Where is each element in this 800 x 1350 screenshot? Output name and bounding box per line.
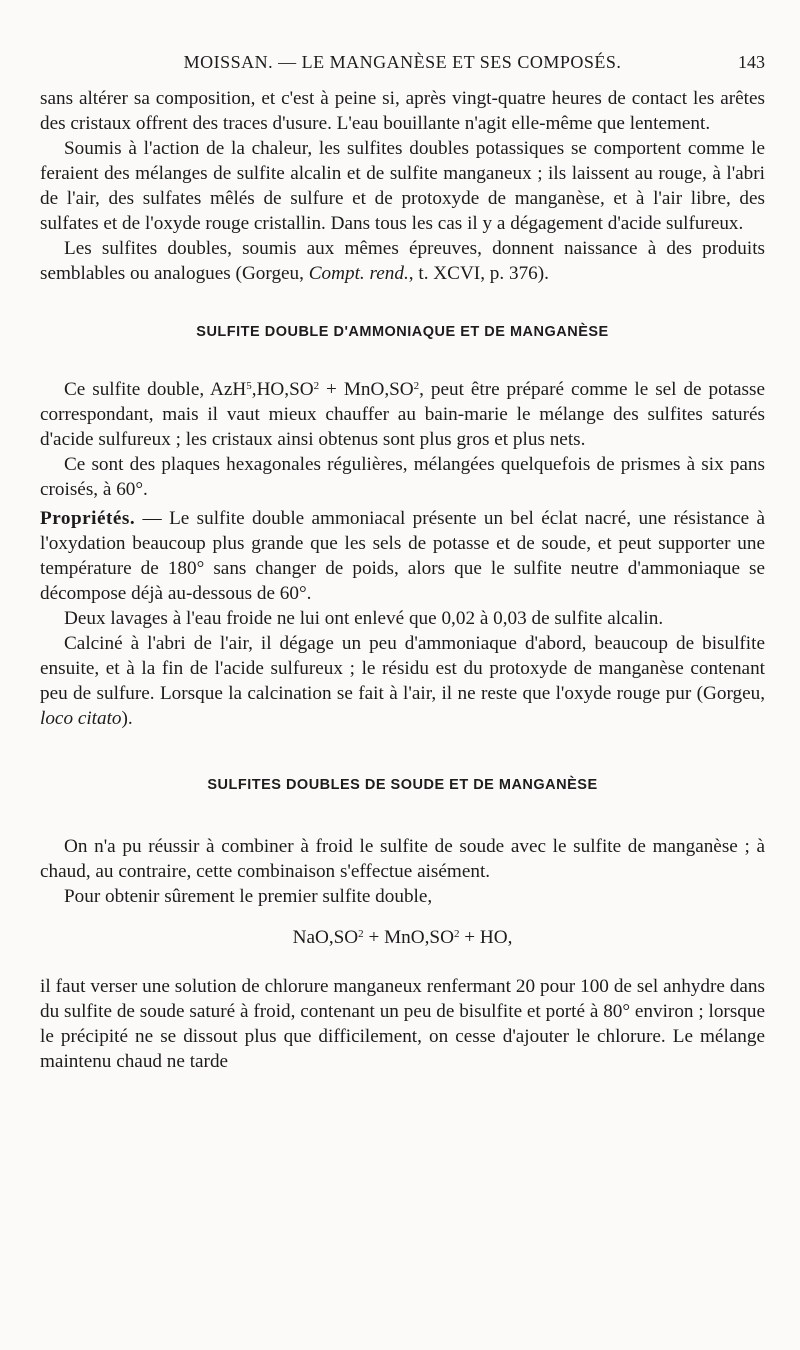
- paragraph-text: , t. XCVI, p. 376).: [408, 263, 549, 284]
- text-run: + MnO,SO: [363, 927, 454, 948]
- paragraph: il faut verser une solution de chlorure manganeux renfermant 20 pour 100 de sel anhydre dans du sulfite de soude saturé à froid, contenant un peu de bisulfite et porté à 80° environ ; lorsque le précipité ne se dissout plus que difficilement, on cesse d'ajouter le chlorure. Le mélange maintenu chaud ne tarde: [40, 976, 765, 1072]
- text-run: , peut être préparé comme le sel de potasse correspondant, mais il vaut mieux chauffer au bain-marie le mélange des sulfites saturés d'acide sulfureux ; les cristaux ainsi obtenus sont plus gros et plus nets.: [40, 379, 765, 450]
- text-run: ,HO,SO: [251, 379, 314, 400]
- page-header: [40, 48, 765, 78]
- section-heading: SULFITES DOUBLES DE SOUDE ET DE MANGANÈSE: [207, 777, 598, 793]
- paragraph: Pour obtenir sûrement le premier sulfite double,: [64, 886, 433, 907]
- paragraph: Ce sont des plaques hexagonales régulières, mélangées quelquefois de prismes à six pans croisés, à 60°.: [40, 454, 765, 500]
- chemical-formula: [40, 925, 765, 950]
- superscript: 5: [246, 380, 252, 392]
- superscript: 2: [413, 380, 420, 392]
- properties-paragraph: [40, 506, 765, 606]
- paragraph-text: ).: [121, 708, 133, 729]
- paragraph: [40, 631, 765, 731]
- text-run: Ce sulfite double, AzH: [64, 379, 247, 400]
- text-run: NaO,SO: [292, 927, 359, 948]
- paragraph: sans altérer sa composition, et c'est à peine si, après vingt-quatre heures de contact les arêtes des cristaux offrent des traces d'usure. L'eau bouillante n'agit elle-même que lentement.: [40, 88, 765, 134]
- superscript: 2: [358, 928, 364, 940]
- paragraph: [40, 236, 765, 286]
- text-run: + HO,: [459, 927, 513, 948]
- section-heading: SULFITE DOUBLE D'AMMONIAQUE ET DE MANGANÈSE: [196, 324, 609, 340]
- paragraph-text: Calciné à l'abri de l'air, il dégage un peu d'ammoniaque d'abord, beaucoup de bisulfite ensuite, et à la fin de l'acide sulfureux ; le résidu est du protoxyde de manganèse contenant peu de sulfure. Lorsque la calcination se fait à l'air, il ne reste que l'oxyde rouge pur (Gorgeu,: [40, 633, 765, 704]
- paragraph-text: — Le sulfite double ammoniacal présente un bel éclat nacré, une résistance à l'oxydation beaucoup plus grande que les sels de potasse et de soude, et peut supporter une température de 180° sans changer de poids, alors que le sulfite neutre d'ammoniaque se décompose déjà au-dessous de 60°.: [40, 508, 765, 604]
- paragraph: Deux lavages à l'eau froide ne lui ont enlevé que 0,02 à 0,03 de sulfite alcalin.: [64, 608, 664, 629]
- paragraph: [40, 377, 765, 452]
- page-body: [40, 86, 765, 1074]
- superscript: 2: [453, 928, 460, 940]
- paragraph-text: Les sulfites doubles, soumis aux mêmes épreuves, donnent naissance à des produits semblables ou analogues (Gorgeu,: [40, 238, 765, 284]
- citation-italic: Compt. rend.: [308, 263, 409, 284]
- text-run: + MnO,SO: [319, 379, 414, 400]
- citation-italic: loco citato: [40, 708, 122, 729]
- paragraph: Soumis à l'action de la chaleur, les sulfites doubles potassiques se comportent comme le feraient des mélanges de sulfite alcalin et de sulfite manganeux ; ils laissent au rouge, à l'abri de l'air, des sulfates mêlés de sulfure et de protoxyde de manganèse, et à l'air libre, des sulfates et de l'oxyde rouge cristallin. Dans tous les cas il y a dégagement d'acide sulfureux.: [40, 138, 765, 234]
- page-number: 143: [738, 52, 765, 72]
- superscript: 2: [313, 380, 320, 392]
- running-title: MOISSAN. — LE MANGANÈSE ET SES COMPOSÉS.: [183, 52, 622, 72]
- properties-label: Propriétés.: [40, 508, 136, 529]
- paragraph: On n'a pu réussir à combiner à froid le sulfite de soude avec le sulfite de manganèse ; à chaud, au contraire, cette combinaison s'effectue aisément.: [40, 836, 765, 882]
